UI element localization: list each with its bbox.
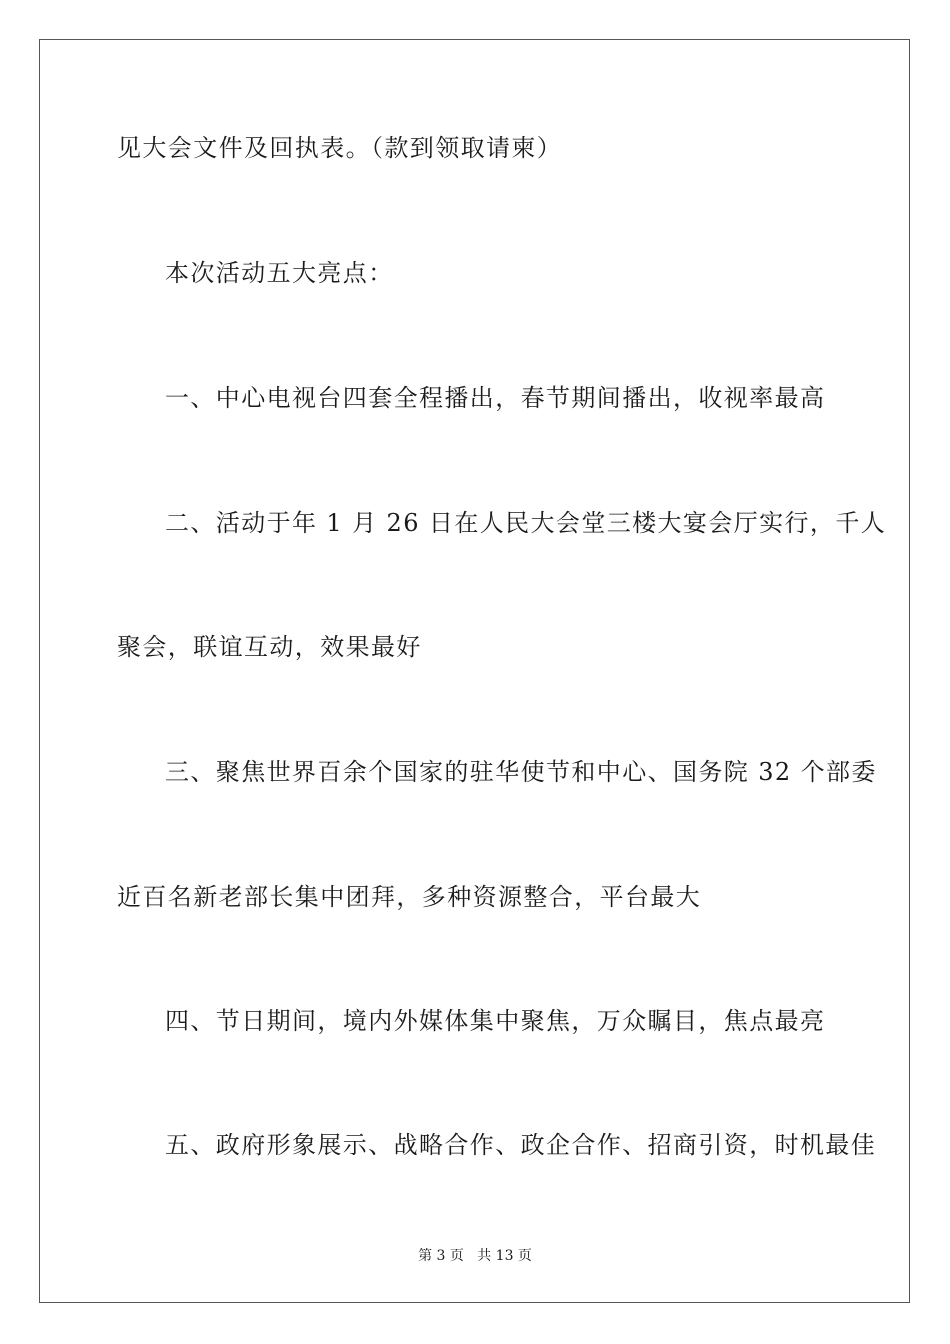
highlight-2-line-1: 二、活动于年 1 月 26 日在人民大会堂三楼大宴会厅实行，千人 [165,509,887,537]
highlight-2-line-2: 聚会，联谊互动，效果最好 [117,633,422,661]
page-number-footer: 第 3 页 共 13 页 [418,1248,532,1264]
highlight-5: 五、政府形象展示、战略合作、政企合作、招商引资，时机最佳 [165,1131,877,1159]
highlight-4: 四、节日期间，境内外媒体集中聚焦，万众瞩目，焦点最亮 [165,1007,826,1035]
body-line-1: 见大会文件及回执表。（款到领取请柬） [117,134,563,162]
highlight-3-line-2: 近百名新老部长集中团拜，多种资源整合，平台最大 [117,883,702,911]
highlight-3-line-1: 三、聚焦世界百余个国家的驻华使节和中心、国务院 32 个部委 [165,758,877,786]
highlights-heading: 本次活动五大亮点： [165,259,394,287]
page-border [39,39,910,1303]
highlight-1: 一、中心电视台四套全程播出，春节期间播出，收视率最高 [165,384,826,412]
